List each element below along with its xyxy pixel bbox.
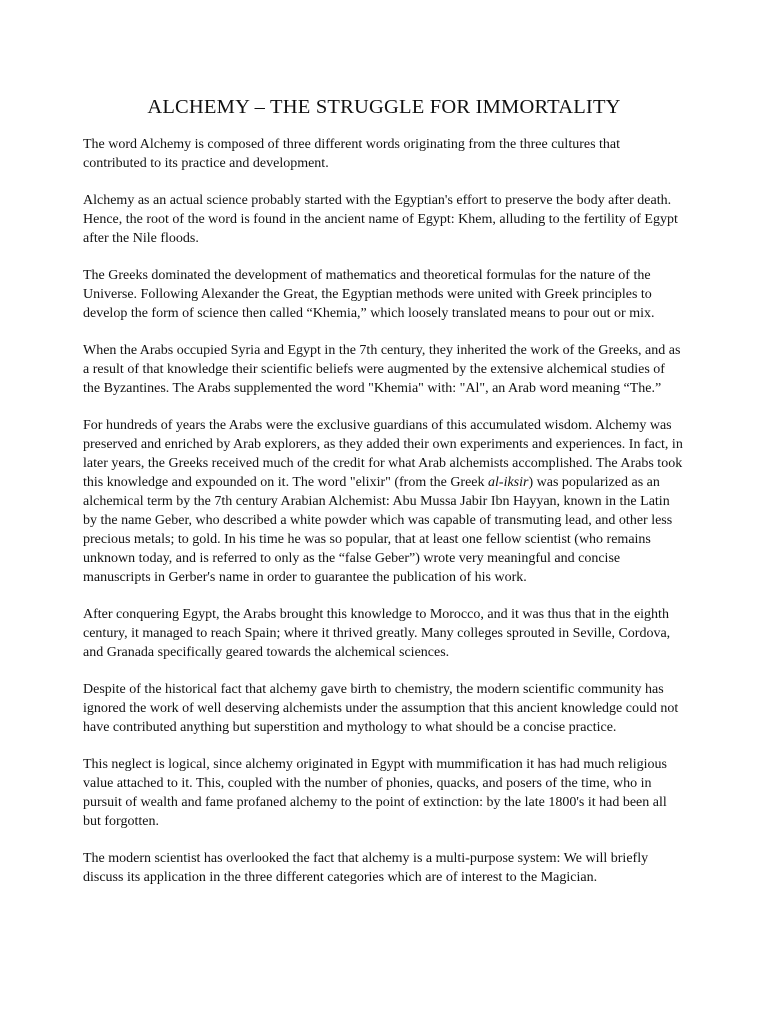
paragraph-5-text-before: For hundreds of years the Arabs were the exclusive guardians of this accumulated wisdom. Alchemy was preserved and enriched by Arab explorers, as they added their own experiments and experiences. In fact, in later years, the Greeks received much of the credit for what Arab alchemists accomplished. The Arabs took this knowledge and expounded on it. The word "elixir" (from the Greek xyxy=(83,418,683,490)
paragraph-4: When the Arabs occupied Syria and Egypt in the 7th century, they inherited the work of the Greeks, and as a result of that knowledge their scientific beliefs were augmented by the extensive alchemical studies of the Byzantines. The Arabs supplemented the word "Khemia" with: "Al", an Arab word meaning “The.” xyxy=(83,343,681,396)
page-title: ALCHEMY – THE STRUGGLE FOR IMMORTALITY xyxy=(147,96,621,118)
paragraph-8: This neglect is logical, since alchemy originated in Egypt with mummification it has had much religious value attached to it. This, coupled with the number of phonies, quacks, and posers of the time, who in pursuit of wealth and fame profaned alchemy to the point of extinction: by the late 1800's it had been all but forgotten. xyxy=(83,757,667,829)
document-body xyxy=(83,135,685,887)
paragraph-9: The modern scientist has overlooked the fact that alchemy is a multi-purpose system: We will briefly discuss its application in the three different categories which are of interest to the Magician. xyxy=(83,851,649,885)
paragraph-7: Despite of the historical fact that alchemy gave birth to chemistry, the modern scientific community has ignored the work of well deserving alchemists under the assumption that this ancient knowledge could not have contributed anything but superstition and mythology to what should be a concise practice. xyxy=(83,682,679,735)
paragraph-3: The Greeks dominated the development of mathematics and theoretical formulas for the nature of the Universe. Following Alexander the Great, the Egyptian methods were united with Greek principles to develop the form of science then called “Khemia,” which loosely translated means to pour out or mix. xyxy=(83,268,655,321)
paragraph-2: Alchemy as an actual science probably started with the Egyptian's effort to preserve the body after death. Hence, the root of the word is found in the ancient name of Egypt: Khem, alluding to the fertility of Egypt after the Nile floods. xyxy=(83,193,678,246)
paragraph-6: After conquering Egypt, the Arabs brought this knowledge to Morocco, and it was thus that in the eighth century, it managed to reach Spain; where it thrived greatly. Many colleges sprouted in Seville, Cordova, and Granada specifically geared towards the alchemical sciences. xyxy=(83,607,671,660)
italic-term: al-iksir xyxy=(488,475,529,490)
paragraph-1: The word Alchemy is composed of three different words originating from the three cultures that contributed to its practice and development. xyxy=(83,137,621,171)
paragraph-5 xyxy=(83,416,685,587)
paragraph-5-text-after: ) was popularized as an alchemical term by the 7th century Arabian Alchemist: Abu Mussa Jabir Ibn Hayyan, known in the Latin by the name Geber, who described a white powder which was capable of transmuting lead, and other less precious metals; to gold. In his time he was so popular, that at least one fellow scientist (who remains unknown today, and is referred to only as the “false Geber”) wrote very meaningful and concise manuscripts in Gerber's name in order to guarantee the publication of his work. xyxy=(83,475,673,585)
